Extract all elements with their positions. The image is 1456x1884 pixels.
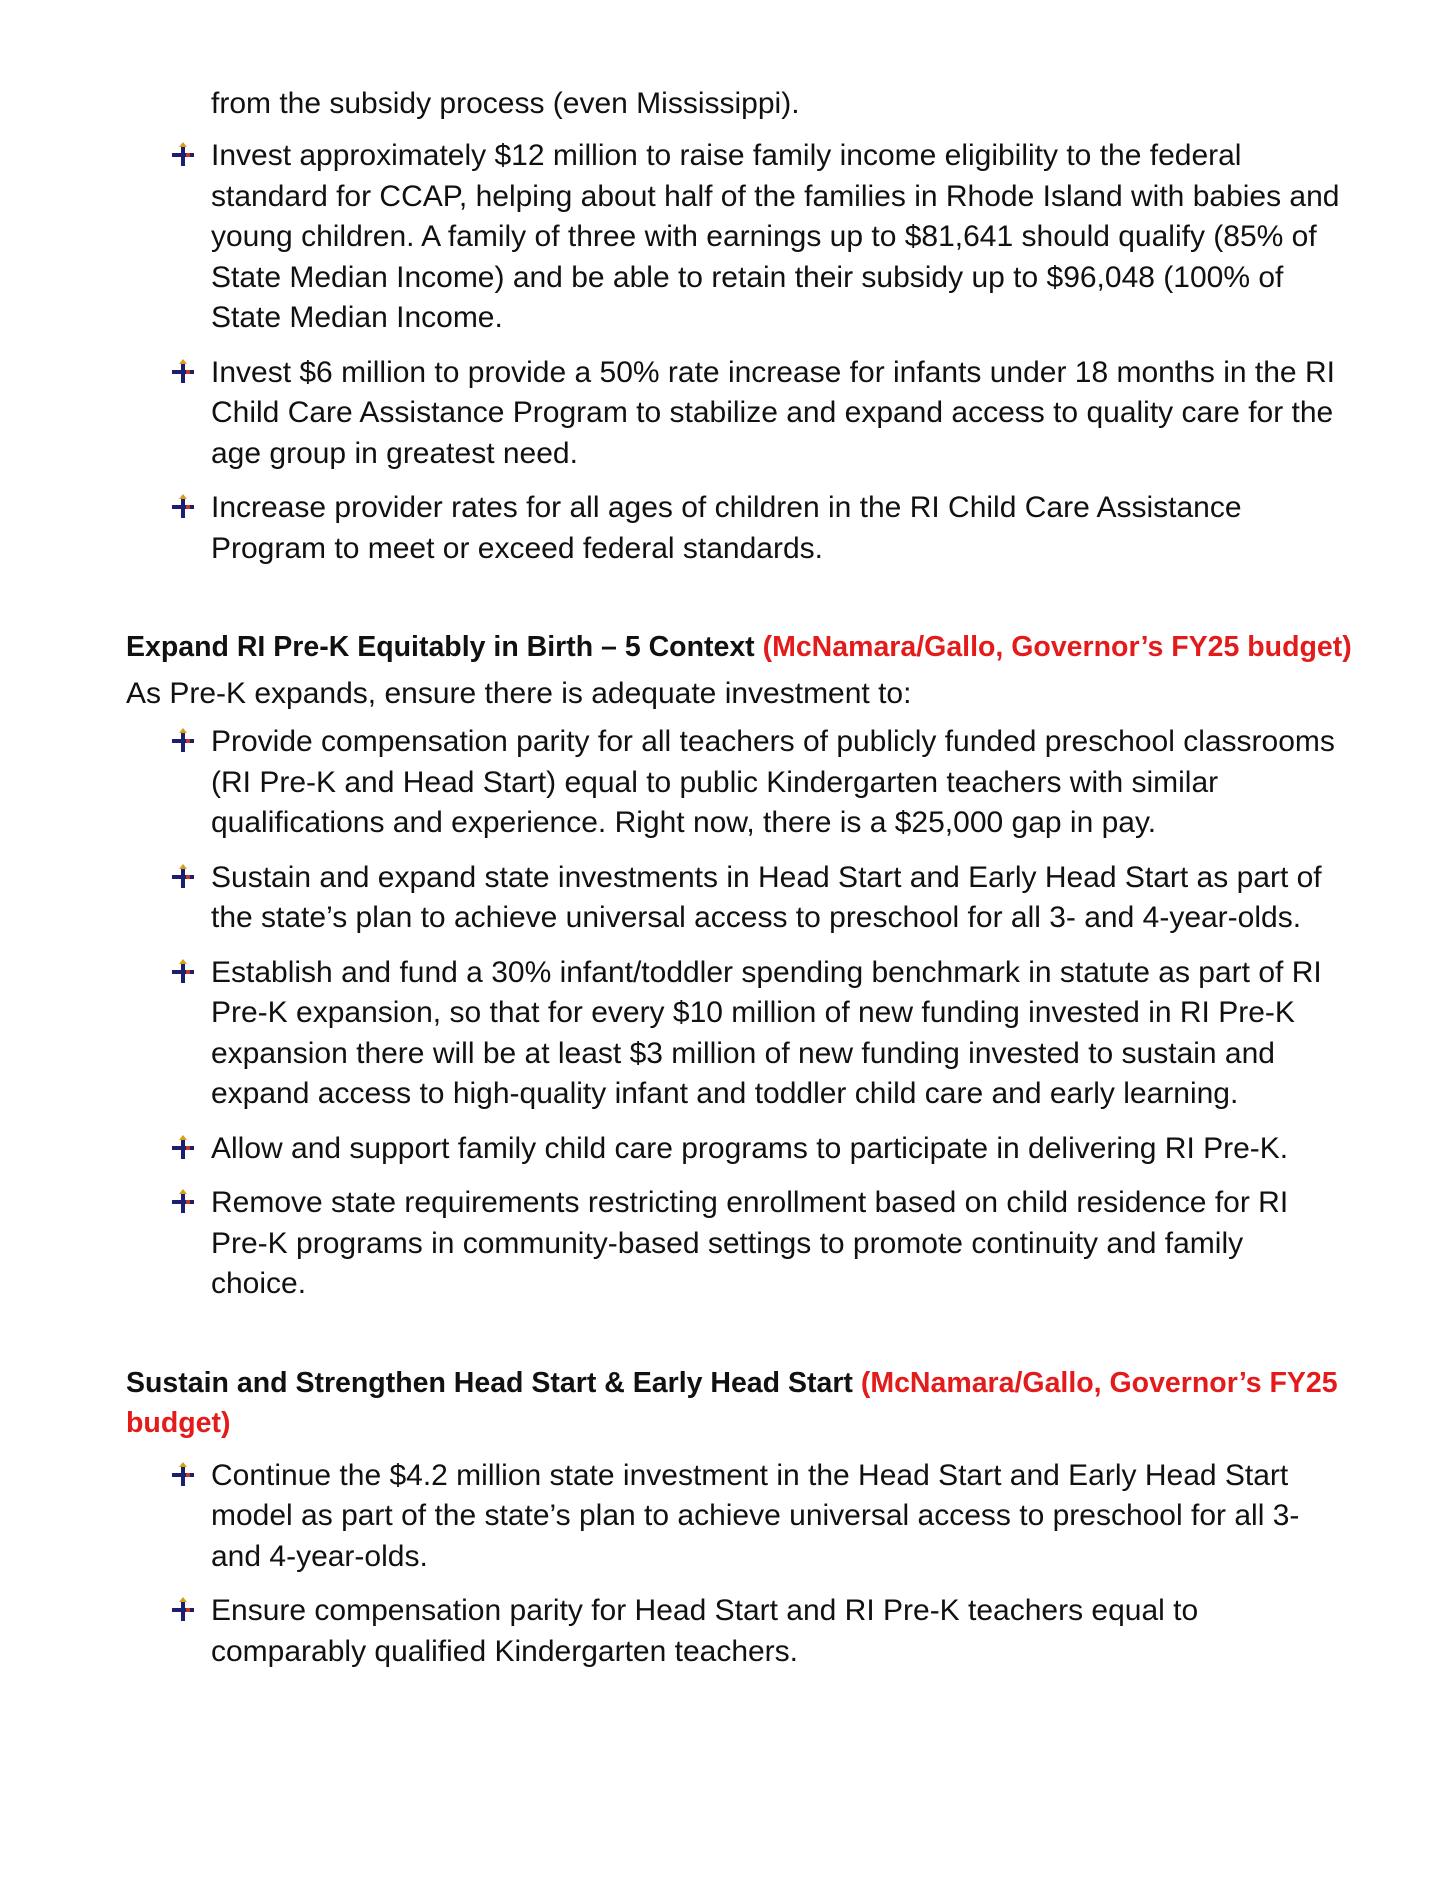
section-heading-headstart	[0, 1363, 1396, 1444]
section-heading-prek	[0, 627, 1396, 668]
cross-arrow-bullet-icon	[170, 1135, 196, 1161]
cross-arrow-bullet-icon	[170, 728, 196, 754]
cross-arrow-bullet-icon	[170, 959, 196, 985]
list-item-text: Ensure compensation parity for Head Start and RI Pre-K teachers equal to comparably qualified Kindergarten teachers.	[211, 1594, 1199, 1668]
document-body	[0, 136, 1456, 1686]
section-sponsors: (McNamara/Gallo, Governor’s FY25 budget)	[126, 1366, 1338, 1439]
section-sponsors: (McNamara/Gallo, Governor’s FY25 budget)	[762, 631, 1352, 663]
list-item-text: Increase provider rates for all ages of children in the RI Child Care Assistance Program to meet or exceed federal standards.	[211, 491, 1242, 565]
cross-arrow-bullet-icon	[170, 1462, 196, 1488]
list-item	[0, 488, 1341, 569]
list-item-text: Establish and fund a 30% infant/toddler spending benchmark in statute as part of RI Pre-K expansion, so that for every $10 million of new funding invested in RI Pre-K expansion there will be at least $3 million of new funding invested to sustain and expand access to high-quality infant and toddler child care and early learning.	[211, 955, 1322, 1110]
list-item	[0, 722, 1341, 844]
cross-arrow-bullet-icon	[170, 1597, 196, 1623]
list-item	[0, 136, 1341, 339]
list-item-text: Continue the $4.2 million state investment in the Head Start and Early Head Start model as part of the state’s plan to achieve universal access to preschool for all 3- and 4-year-olds.	[211, 1458, 1300, 1573]
list-item	[0, 858, 1341, 939]
list-item	[0, 353, 1341, 475]
cross-arrow-bullet-icon	[170, 142, 196, 168]
top-bullet-list	[0, 136, 1456, 569]
section-title: Sustain and Strengthen Head Start & Early Head Start	[126, 1366, 853, 1399]
list-item-text: Remove state requirements restricting enrollment based on child residence for RI Pre-K programs in community-based settings to promote continuity and family choice.	[211, 1186, 1289, 1300]
headstart-bullet-list	[0, 1456, 1456, 1673]
list-item-text: Allow and support family child care programs to participate in delivering RI Pre-K.	[211, 1131, 1289, 1165]
list-item	[0, 1591, 1341, 1672]
list-item-text: Invest approximately $12 million to raise family income eligibility to the federal standard for CCAP, helping about half of the families in Rhode Island with babies and young children. A family of three with earnings up to $81,641 should qualify (85% of State Median Income) and be able to retain their subsidy up to $96,048 (100% of State Median Income.	[211, 139, 1340, 334]
prek-bullet-list	[0, 722, 1456, 1305]
list-item-text: Invest $6 million to provide a 50% rate increase for infants under 18 months in the RI Child Care Assistance Program to stabilize and expand access to quality care for the age group in greatest need.	[211, 355, 1335, 470]
section-intro: As Pre-K expands, ensure there is adequate investment to:	[126, 676, 912, 710]
list-item-text: Sustain and expand state investments in Head Start and Early Head Start as part of the state’s plan to achieve universal access to preschool for all 3- and 4-year-olds.	[211, 860, 1322, 934]
list-item	[0, 953, 1341, 1115]
list-item	[0, 1183, 1341, 1305]
cross-arrow-bullet-icon	[170, 494, 196, 520]
cross-arrow-bullet-icon	[170, 864, 196, 890]
list-item	[0, 1129, 1341, 1170]
section-title: Expand RI Pre-K Equitably in Birth – 5 Context	[126, 631, 755, 663]
list-item-text: Provide compensation parity for all teachers of publicly funded preschool classrooms (RI Pre-K and Head Start) equal to public Kindergarten teachers with similar qualifications and experience. Right now, there is a $25,000 gap in pay.	[211, 725, 1335, 839]
cross-arrow-bullet-icon	[170, 1189, 196, 1215]
continuation-text: from the subsidy process (even Mississippi).	[211, 87, 800, 120]
list-item	[0, 1456, 1341, 1578]
cross-arrow-bullet-icon	[170, 359, 196, 385]
